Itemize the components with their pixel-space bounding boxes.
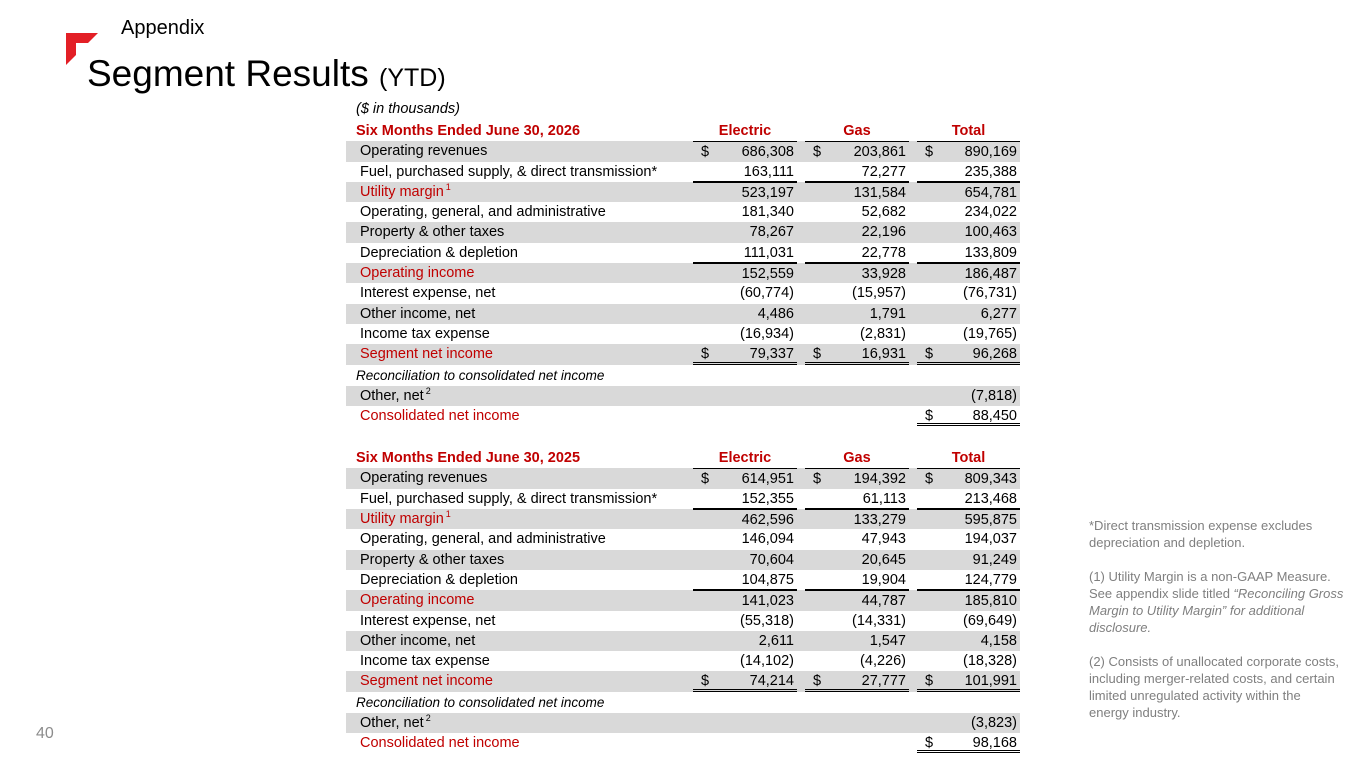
column-header-electric: Electric xyxy=(718,450,772,467)
table-row xyxy=(356,611,1020,631)
cell-value: 47,943 xyxy=(861,531,906,548)
cell-value: 523,197 xyxy=(741,184,794,201)
cell-value: 22,196 xyxy=(861,224,906,241)
cell-value: 462,596 xyxy=(741,512,794,529)
cell-value: 4,486 xyxy=(757,305,794,322)
cell-value: 614,951 xyxy=(741,471,794,488)
reconciliation-label: Reconciliation to consolidated net income xyxy=(356,367,605,383)
cell-gas xyxy=(805,489,909,509)
currency-symbol: $ xyxy=(925,673,934,690)
title-suffix: (YTD) xyxy=(379,64,446,92)
cell-electric xyxy=(693,489,797,509)
cell-total xyxy=(917,304,1020,324)
cell-total xyxy=(917,733,1020,753)
cell-electric xyxy=(693,570,797,590)
cell-electric xyxy=(693,162,797,182)
cell-total xyxy=(917,162,1020,182)
cell-value: 20,645 xyxy=(861,551,906,568)
cell-gas xyxy=(805,324,909,344)
table-row xyxy=(356,529,1020,549)
cell-value: 146,094 xyxy=(741,531,794,548)
period-header xyxy=(356,121,1020,141)
cell-electric xyxy=(693,182,797,202)
cell-gas xyxy=(805,243,909,263)
cell-value: 96,268 xyxy=(972,346,1017,363)
cell-electric xyxy=(693,202,797,222)
table-row xyxy=(356,489,1020,509)
cell-gas xyxy=(805,550,909,570)
column-header-electric: Electric xyxy=(718,123,772,139)
cell-total xyxy=(917,590,1020,610)
cell-gas xyxy=(805,590,909,610)
period-header xyxy=(356,448,1020,468)
cell-total xyxy=(917,529,1020,549)
currency-symbol: $ xyxy=(925,735,934,752)
cell-value: 4,158 xyxy=(980,632,1017,649)
table-row xyxy=(356,162,1020,182)
table-row xyxy=(356,590,1020,610)
cell-value: 133,809 xyxy=(964,244,1017,261)
cell-value: 70,604 xyxy=(749,551,794,568)
currency-symbol: $ xyxy=(925,346,934,363)
cell-value: 79,337 xyxy=(749,346,794,363)
cell-value: (3,823) xyxy=(971,714,1017,731)
cell-value: 88,450 xyxy=(972,407,1017,424)
cell-value: 133,279 xyxy=(853,512,906,529)
cell-value: (55,318) xyxy=(739,612,794,629)
row-label: Income tax expense xyxy=(360,653,490,670)
cell-value: (60,774) xyxy=(739,285,794,302)
cell-gas xyxy=(805,304,909,324)
row-label: Utility margin $^1$ xyxy=(360,181,451,200)
cell-value: 595,875 xyxy=(964,512,1017,529)
cell-value: 181,340 xyxy=(741,204,794,221)
table-row xyxy=(356,671,1020,691)
cell-total xyxy=(917,406,1020,426)
currency-symbol: $ xyxy=(925,407,934,424)
row-label: Segment net income xyxy=(360,673,493,690)
footnote-marker: 2 xyxy=(425,712,431,723)
currency-symbol: $ xyxy=(813,144,822,161)
cell-value: 654,781 xyxy=(964,184,1017,201)
cell-total xyxy=(917,263,1020,283)
cell-value: (76,731) xyxy=(962,285,1017,302)
cell-value: (19,765) xyxy=(962,325,1017,342)
column-header-gas: Gas xyxy=(843,450,871,467)
cell-gas xyxy=(805,468,909,488)
currency-symbol: $ xyxy=(925,144,934,161)
cell-electric xyxy=(693,509,797,529)
cell-total xyxy=(917,611,1020,631)
row-label: Other, net $^2$ xyxy=(360,712,431,731)
cell-electric xyxy=(693,304,797,324)
footnote-marker: 1 xyxy=(445,509,451,520)
cell-total xyxy=(917,489,1020,509)
cell-total xyxy=(917,550,1020,570)
row-label: Property & other taxes xyxy=(360,224,505,241)
row-label: Other income, net xyxy=(360,632,476,649)
cell-gas xyxy=(805,141,909,161)
cell-total xyxy=(917,243,1020,263)
cell-value: 152,355 xyxy=(741,490,794,507)
row-label: Operating, general, and administrative xyxy=(360,531,606,548)
page-title xyxy=(87,52,446,100)
cell-gas xyxy=(805,344,909,364)
cell-total xyxy=(917,671,1020,691)
cell-total xyxy=(917,344,1020,364)
cell-value: (7,818) xyxy=(971,387,1017,404)
row-label: Fuel, purchased supply, & direct transmission* xyxy=(360,490,658,507)
footnote-2: (2) Consists of unallocated corporate costs, including merger-related costs, and certain limited unregulated activity within the energy industry. xyxy=(1089,654,1340,720)
cell-value: (4,226) xyxy=(860,653,906,670)
row-label: Interest expense, net xyxy=(360,285,496,302)
column-header-total: Total xyxy=(951,450,986,467)
cell-value: (18,328) xyxy=(962,653,1017,670)
cell-gas xyxy=(805,651,909,671)
cell-total xyxy=(917,509,1020,529)
table-row xyxy=(356,713,1020,733)
row-label: Property & other taxes xyxy=(360,551,505,568)
row-label: Consolidated net income xyxy=(360,735,520,752)
cell-gas xyxy=(805,611,909,631)
footnote-marker: 1 xyxy=(445,181,451,192)
row-label: Depreciation & depletion xyxy=(360,244,518,261)
cell-value: 27,777 xyxy=(861,673,906,690)
table-row xyxy=(356,733,1020,753)
cell-value: 104,875 xyxy=(741,571,794,588)
cell-electric xyxy=(693,468,797,488)
cell-value: 890,169 xyxy=(964,144,1017,161)
cell-value: 6,277 xyxy=(980,305,1017,322)
row-label: Other, net $^2$ xyxy=(360,385,431,404)
section-label: Appendix xyxy=(121,17,205,39)
table-row xyxy=(356,283,1020,303)
table-row xyxy=(356,550,1020,570)
currency-symbol: $ xyxy=(813,673,822,690)
cell-value: 152,559 xyxy=(741,266,794,283)
cell-electric xyxy=(693,263,797,283)
period-title: Six Months Ended June 30, 2025 xyxy=(356,450,581,467)
cell-electric xyxy=(693,344,797,364)
cell-total xyxy=(917,283,1020,303)
table-row xyxy=(356,202,1020,222)
cell-value: 52,682 xyxy=(861,204,906,221)
table-row xyxy=(356,222,1020,242)
cell-total xyxy=(917,202,1020,222)
cell-gas xyxy=(805,222,909,242)
cell-total xyxy=(917,468,1020,488)
cell-value: 72,277 xyxy=(861,163,906,180)
footnote-1: (1) Utility Margin is a non-GAAP Measure. See appendix slide titled “Reconciling Gross Margin to Utility Margin” for additional disclosure. xyxy=(1089,569,1344,635)
cell-electric xyxy=(693,324,797,344)
cell-gas xyxy=(805,202,909,222)
cell-value: 19,904 xyxy=(861,571,906,588)
column-header-total: Total xyxy=(951,123,986,139)
cell-value: 235,388 xyxy=(964,163,1017,180)
table-row xyxy=(356,182,1020,202)
cell-total xyxy=(917,570,1020,590)
cell-value: 111,031 xyxy=(743,244,794,261)
cell-electric xyxy=(693,529,797,549)
row-label: Operating income xyxy=(360,592,475,609)
cell-gas xyxy=(805,162,909,182)
cell-total xyxy=(917,651,1020,671)
row-label: Operating revenues xyxy=(360,470,488,487)
cell-total xyxy=(917,222,1020,242)
cell-total xyxy=(917,713,1020,733)
table-row xyxy=(356,406,1020,426)
cell-value: (69,649) xyxy=(962,612,1017,629)
cell-value: 141,023 xyxy=(741,593,794,610)
row-label: Consolidated net income xyxy=(360,407,520,424)
row-label: Segment net income xyxy=(360,346,493,363)
row-label: Operating income xyxy=(360,265,475,282)
cell-value: 124,779 xyxy=(964,571,1017,588)
period-spacer xyxy=(356,426,1020,446)
cell-value: 78,267 xyxy=(749,224,794,241)
page-number: 40 xyxy=(36,725,54,742)
cell-value: 131,584 xyxy=(853,184,906,201)
row-label: Other income, net xyxy=(360,305,476,322)
cell-total xyxy=(917,324,1020,344)
cell-total xyxy=(917,182,1020,202)
row-label: Depreciation & depletion xyxy=(360,571,518,588)
currency-symbol: $ xyxy=(701,471,710,488)
cell-value: 61,113 xyxy=(862,490,906,507)
currency-symbol: $ xyxy=(925,471,934,488)
period-title: Six Months Ended June 30, 2026 xyxy=(356,123,581,139)
table-row xyxy=(356,651,1020,671)
row-label: Income tax expense xyxy=(360,325,490,342)
row-label: Utility margin $^1$ xyxy=(360,509,451,528)
cell-value: (14,102) xyxy=(739,653,794,670)
cell-electric xyxy=(693,671,797,691)
cell-value: 91,249 xyxy=(972,551,1017,568)
cell-value: 101,991 xyxy=(964,673,1017,690)
cell-value: 163,111 xyxy=(743,163,794,180)
row-label: Interest expense, net xyxy=(360,612,496,629)
footnote-marker: 2 xyxy=(425,385,431,396)
cell-gas xyxy=(805,570,909,590)
cell-value: 1,547 xyxy=(869,632,906,649)
row-label: Operating, general, and administrative xyxy=(360,204,606,221)
cell-electric xyxy=(693,141,797,161)
cell-gas xyxy=(805,283,909,303)
cell-electric xyxy=(693,550,797,570)
currency-symbol: $ xyxy=(701,346,710,363)
cell-gas xyxy=(805,631,909,651)
reconciliation-label: Reconciliation to consolidated net income xyxy=(356,694,605,710)
currency-symbol: $ xyxy=(701,144,710,161)
cell-value: 98,168 xyxy=(972,735,1017,752)
table-row xyxy=(356,386,1020,406)
table-row xyxy=(356,509,1020,529)
table-row xyxy=(356,263,1020,283)
table-row xyxy=(356,344,1020,364)
currency-symbol: $ xyxy=(813,346,822,363)
currency-symbol: $ xyxy=(813,471,822,488)
cell-gas xyxy=(805,182,909,202)
cell-electric xyxy=(693,590,797,610)
cell-electric xyxy=(693,611,797,631)
cell-electric xyxy=(693,222,797,242)
cell-value: 44,787 xyxy=(861,593,906,610)
cell-value: 16,931 xyxy=(861,346,906,363)
cell-electric xyxy=(693,243,797,263)
table-row xyxy=(356,141,1020,161)
footnote-star: *Direct transmission expense excludes depreciation and depletion. xyxy=(1089,518,1313,550)
cell-electric xyxy=(693,651,797,671)
cell-value: 74,214 xyxy=(749,673,794,690)
footnotes xyxy=(1089,517,1344,738)
cell-electric xyxy=(693,283,797,303)
cell-value: 1,791 xyxy=(869,305,906,322)
cell-value: 194,037 xyxy=(964,531,1017,548)
segment-results-table xyxy=(356,99,1020,753)
table-row xyxy=(356,324,1020,344)
cell-value: 186,487 xyxy=(964,266,1017,283)
cell-gas xyxy=(805,671,909,691)
table-row xyxy=(356,304,1020,324)
table-row xyxy=(356,570,1020,590)
row-label: Operating revenues xyxy=(360,143,488,160)
cell-value: 194,392 xyxy=(853,471,906,488)
cell-value: 203,861 xyxy=(853,144,906,161)
cell-value: 185,810 xyxy=(964,593,1017,610)
cell-gas xyxy=(805,529,909,549)
cell-value: (16,934) xyxy=(739,325,794,342)
units-note: ($ in thousands) xyxy=(356,101,460,117)
cell-value: 2,611 xyxy=(758,632,794,649)
cell-total xyxy=(917,386,1020,406)
cell-value: 213,468 xyxy=(964,490,1017,507)
currency-symbol: $ xyxy=(701,673,710,690)
cell-value: 100,463 xyxy=(964,224,1017,241)
cell-gas xyxy=(805,509,909,529)
cell-gas xyxy=(805,263,909,283)
column-header-gas: Gas xyxy=(843,123,871,139)
cell-total xyxy=(917,631,1020,651)
cell-value: (2,831) xyxy=(860,325,906,342)
cell-electric xyxy=(693,631,797,651)
cell-value: (14,331) xyxy=(851,612,906,629)
cell-value: 686,308 xyxy=(741,144,794,161)
cell-value: 809,343 xyxy=(964,471,1017,488)
cell-value: 22,778 xyxy=(861,244,906,261)
cell-value: (15,957) xyxy=(851,285,906,302)
table-row xyxy=(356,631,1020,651)
row-label: Fuel, purchased supply, & direct transmission* xyxy=(360,163,658,180)
title-text: Segment Results xyxy=(87,53,369,94)
cell-total xyxy=(917,141,1020,161)
cell-value: 33,928 xyxy=(861,266,906,283)
table-row xyxy=(356,243,1020,263)
table-row xyxy=(356,468,1020,488)
cell-value: 234,022 xyxy=(964,204,1017,221)
